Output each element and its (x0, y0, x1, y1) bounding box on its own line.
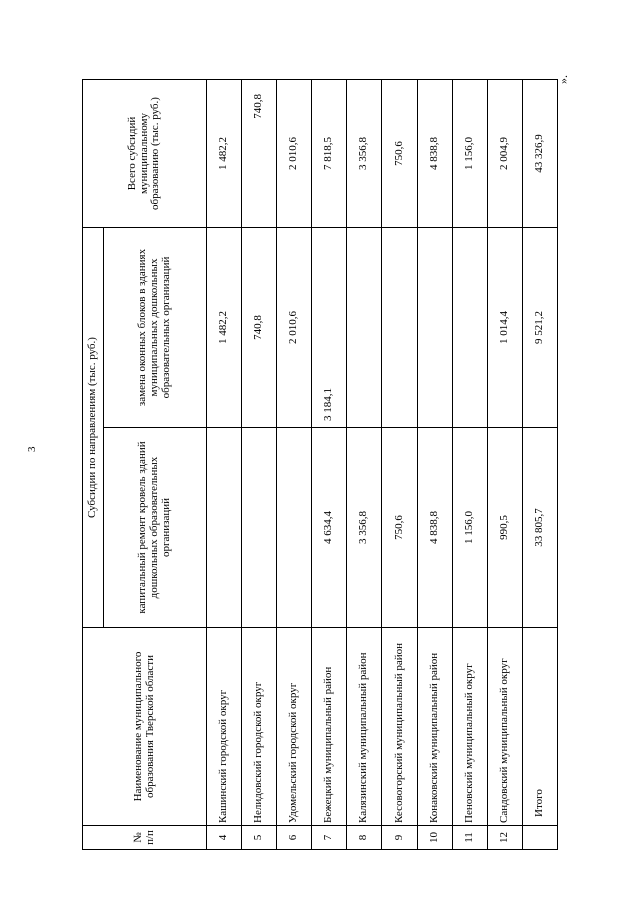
totals-number-cell (522, 826, 557, 850)
row-roof-value: 750,6 (382, 428, 417, 628)
row-total-value: 740,8 (242, 80, 277, 228)
table-row (277, 80, 312, 850)
totals-label: Итого (522, 628, 557, 826)
closing-quote-mark: ». (556, 75, 570, 84)
row-name: Сандовский муниципальный округ (487, 628, 522, 826)
table-row (382, 80, 417, 850)
table-row (312, 80, 347, 850)
row-windows-value (382, 228, 417, 428)
row-total-value: 1 482,2 (207, 80, 242, 228)
totals-roof-value: 33 805,7 (522, 428, 557, 628)
header-name: Наименование муниципального образования Тверской области (83, 628, 207, 826)
totals-row (522, 80, 557, 850)
page-number: 3 (26, 446, 38, 452)
row-total-value: 2 010,6 (277, 80, 312, 228)
header-subsidy-group: Субсидии по направлениям (тыс. руб.) (83, 228, 104, 628)
row-name: Калязинский муниципальный район (347, 628, 382, 826)
table-row (347, 80, 382, 850)
row-number: 4 (207, 826, 242, 850)
rotated-table-wrapper (82, 80, 558, 850)
row-windows-value: 740,8 (242, 228, 277, 428)
row-roof-value: 990,5 (487, 428, 522, 628)
row-windows-value (417, 228, 452, 428)
header-window-replacement: замена оконных блоков в зданиях муниципальных дошкольных образовательных организаций (104, 228, 207, 428)
row-total-value: 2 004,9 (487, 80, 522, 228)
row-windows-value: 1 014,4 (487, 228, 522, 428)
totals-windows-value: 9 521,2 (522, 228, 557, 428)
row-total-value: 3 356,8 (347, 80, 382, 228)
header-row-1 (83, 80, 104, 850)
row-name: Бежецкий муниципальный район (312, 628, 347, 826)
row-number: 8 (347, 826, 382, 850)
row-roof-value (242, 428, 277, 628)
row-total-value: 4 838,8 (417, 80, 452, 228)
header-roof-repair: капитальный ремонт кровель зданий дошкольных образовательных организаций (104, 428, 207, 628)
table-row (487, 80, 522, 850)
row-number: 9 (382, 826, 417, 850)
table-row (207, 80, 242, 850)
row-number: 10 (417, 826, 452, 850)
row-windows-value: 1 482,2 (207, 228, 242, 428)
row-roof-value (277, 428, 312, 628)
table-row (417, 80, 452, 850)
row-name: Пеновский муниципальный округ (452, 628, 487, 826)
row-name: Конаковский муниципальный район (417, 628, 452, 826)
row-number: 12 (487, 826, 522, 850)
table-row (452, 80, 487, 850)
row-windows-value (452, 228, 487, 428)
subsidy-table (82, 79, 558, 850)
row-name: Кесовогорский муниципальный район (382, 628, 417, 826)
row-roof-value (207, 428, 242, 628)
row-roof-value: 4 838,8 (417, 428, 452, 628)
row-name: Нелидовский городской округ (242, 628, 277, 826)
row-name: Кашинский городской округ (207, 628, 242, 826)
header-total: Всего субсидий муниципальному образованию (тыс. руб.) (83, 80, 207, 228)
row-windows-value: 2 010,6 (277, 228, 312, 428)
row-name: Удомельский городской округ (277, 628, 312, 826)
row-number: 6 (277, 826, 312, 850)
row-number: 11 (452, 826, 487, 850)
row-roof-value: 1 156,0 (452, 428, 487, 628)
row-total-value: 750,6 (382, 80, 417, 228)
header-number: № п/п (83, 826, 207, 850)
totals-total-value: 43 326,9 (522, 80, 557, 228)
row-total-value: 1 156,0 (452, 80, 487, 228)
row-number: 7 (312, 826, 347, 850)
row-windows-value (347, 228, 382, 428)
table-row (242, 80, 277, 850)
row-roof-value: 4 634,4 (312, 428, 347, 628)
row-number: 5 (242, 826, 277, 850)
row-total-value: 7 818,5 (312, 80, 347, 228)
row-windows-value: 3 184,1 (312, 228, 347, 428)
row-roof-value: 3 356,8 (347, 428, 382, 628)
